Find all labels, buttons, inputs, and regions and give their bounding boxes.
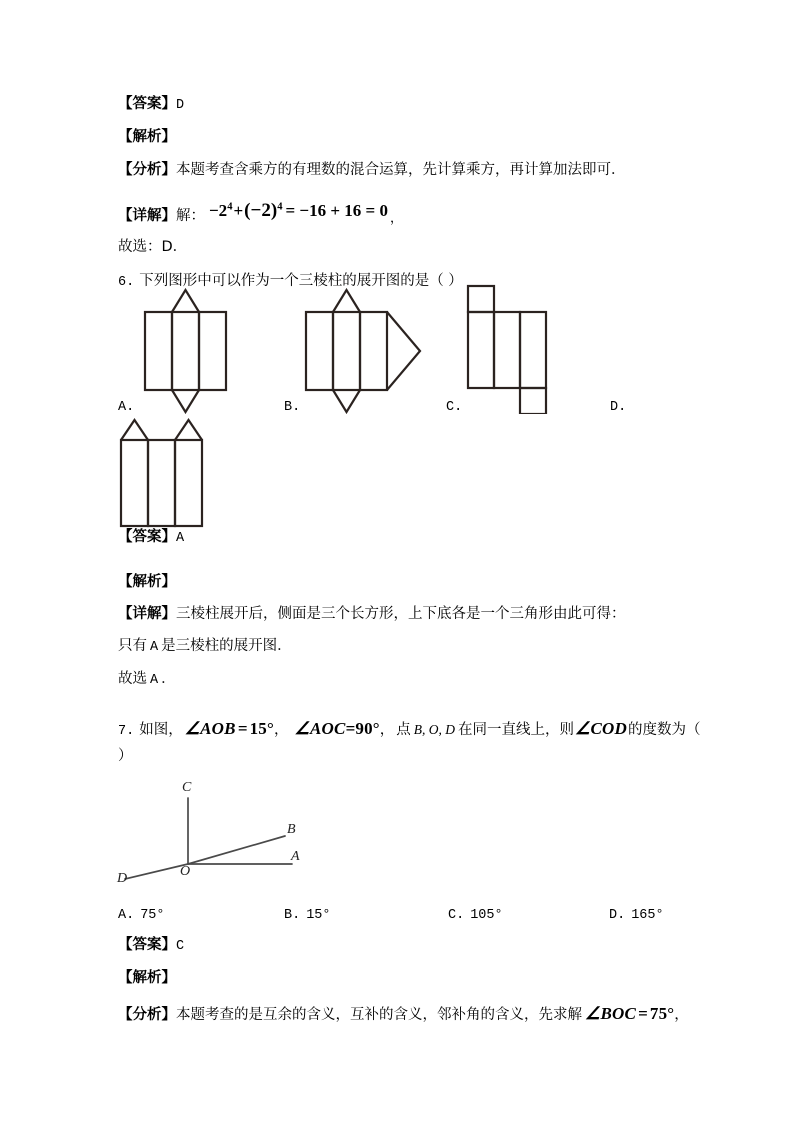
formula-sup-1: 4 xyxy=(227,201,233,213)
q6-detail-text-1: 三棱柱展开后，侧面是三个长方形，上下底各是一个三角形由此可得： xyxy=(176,606,626,622)
q7-label-C: C xyxy=(182,780,192,795)
q5-detail-prefix: 解： xyxy=(176,208,205,224)
q6-detail-line-2 xyxy=(118,637,292,655)
angle-aob-symbol: ∠AOB xyxy=(184,719,236,738)
q7-answer-line xyxy=(118,936,184,954)
formula-term-2: (−2) xyxy=(244,200,278,221)
q6-option-b-label: B. xyxy=(284,400,301,415)
q5-answer-line xyxy=(118,95,184,113)
q7-choice-c-value: 105° xyxy=(470,908,503,923)
q7-analysis-label: 【分析】 xyxy=(118,1007,176,1023)
angle-boc-symbol: ∠BOC xyxy=(585,1004,636,1023)
q6-answer-label: 【答案】 xyxy=(118,529,176,545)
q6-conclusion-line xyxy=(118,670,176,688)
angle-aoc-eq: = xyxy=(345,719,356,738)
angle-aoc-symbol: ∠AOC xyxy=(294,719,346,738)
q7-angle-aoc xyxy=(295,719,380,738)
angle-aob-value: 15° xyxy=(249,719,274,738)
q7-choice-b-value: 15° xyxy=(306,908,331,923)
q7-geometry-diagram xyxy=(120,778,330,890)
q7-choice-c[interactable] xyxy=(448,905,503,923)
q5-analysis-line xyxy=(118,161,626,179)
q7-choice-d-value: 165° xyxy=(631,908,664,923)
q7-label-D: D xyxy=(117,871,128,886)
q5-detail-label: 【详解】 xyxy=(118,208,176,224)
q6-option-b-figure xyxy=(300,288,430,416)
q7-stem-line-1 xyxy=(118,719,700,739)
formula-op-1: + xyxy=(233,201,244,220)
q6-detail-line-1 xyxy=(118,605,626,623)
q5-formula xyxy=(209,201,388,220)
q7-choice-d[interactable] xyxy=(609,905,664,923)
q7-text-part2: 点 xyxy=(396,722,411,738)
q5-conclusion: 故选：D． xyxy=(118,239,188,255)
q6-option-c-label: C. xyxy=(446,400,463,415)
q5-detail-line xyxy=(118,200,403,226)
q6-conclusion-b: A xyxy=(150,673,159,688)
angle-boc-value: 75° xyxy=(649,1004,675,1023)
q6-number: 6. xyxy=(118,275,135,290)
angle-boc-eq: = xyxy=(638,1004,648,1023)
q5-formula-comma: ， xyxy=(389,211,403,226)
q7-angle-aob xyxy=(185,719,274,738)
q7-text-part5: ） xyxy=(118,748,133,764)
q6-explain-line xyxy=(118,573,176,591)
q7-choice-d-label: D. xyxy=(609,908,626,923)
q7-choice-a-label: A. xyxy=(118,908,135,923)
q7-stem-line-2 xyxy=(118,747,133,765)
q7-analysis-trailing: ， xyxy=(674,1007,689,1023)
q5-analysis-label: 【分析】 xyxy=(118,162,176,178)
q7-angle-cod: ∠COD xyxy=(575,719,627,738)
q6-explain-label: 【解析】 xyxy=(118,574,176,590)
q6-option-d-figure xyxy=(117,418,227,530)
q7-sep-2: ， xyxy=(379,722,395,738)
q6-conclusion-a: 故选 xyxy=(118,671,147,687)
q7-explain-label: 【解析】 xyxy=(118,970,176,986)
q7-analysis-formula xyxy=(585,1004,674,1023)
q6-option-c-figure xyxy=(462,284,572,414)
q5-conclusion-line xyxy=(118,238,187,256)
q5-answer-label: 【答案】 xyxy=(118,96,176,112)
q6-conclusion-c: ． xyxy=(161,671,176,687)
formula-term-1: −2 xyxy=(209,201,228,220)
q7-choice-b-label: B. xyxy=(284,908,301,923)
q7-analysis-text: 本题考查的是互余的含义，互补的含义，邻补角的含义，先求解 xyxy=(176,1007,582,1023)
q5-explain-label: 【解析】 xyxy=(118,129,176,145)
q7-choice-c-label: C. xyxy=(448,908,465,923)
formula-sup-2: 4 xyxy=(277,201,283,213)
q6-answer-value: A xyxy=(176,531,185,546)
angle-aoc-value: 90° xyxy=(355,719,380,738)
q5-answer-value: D xyxy=(176,98,185,113)
q7-text-part3: 在同一直线上，则 xyxy=(458,722,575,738)
q7-label-A: A xyxy=(291,849,300,864)
q7-number: 7. xyxy=(118,724,135,739)
q7-explain-line xyxy=(118,969,176,987)
q7-text-part4: 的度数为（ xyxy=(627,722,701,738)
q6-option-a-figure xyxy=(136,288,256,416)
q6-answer-line xyxy=(118,528,184,546)
q7-points: B, O, D xyxy=(413,722,456,737)
q6-detail-text-2b: A xyxy=(150,640,159,655)
q7-choice-a-value: 75° xyxy=(140,908,165,923)
q6-detail-text-2c: 是三棱柱的展开图． xyxy=(161,638,292,654)
q6-detail-label: 【详解】 xyxy=(118,606,176,622)
q7-choice-a[interactable] xyxy=(118,905,165,923)
q7-answer-value: C xyxy=(176,939,185,954)
q7-text-part1: 如图， xyxy=(139,722,183,738)
q7-answer-label: 【答案】 xyxy=(118,937,176,953)
q6-detail-text-2a: 只有 xyxy=(118,638,147,654)
q7-label-O: O xyxy=(180,864,191,879)
q7-choice-b[interactable] xyxy=(284,905,331,923)
formula-tail: = −16 + 16 = 0 xyxy=(285,201,388,220)
angle-aob-eq: = xyxy=(237,719,248,738)
q6-option-d-label: D. xyxy=(610,400,627,415)
q7-analysis-line xyxy=(118,1004,689,1024)
q7-label-B: B xyxy=(287,822,296,837)
q5-analysis-text: 本题考查含乘方的有理数的混合运算，先计算乘方，再计算加法即可． xyxy=(176,162,626,178)
q6-text: 下列图形中可以作为一个三棱柱的展开图的是（ ） xyxy=(139,273,463,289)
q6-option-a-label: A. xyxy=(118,400,135,415)
q7-sep-1: ， xyxy=(274,722,289,738)
q5-explain-line xyxy=(118,128,176,146)
